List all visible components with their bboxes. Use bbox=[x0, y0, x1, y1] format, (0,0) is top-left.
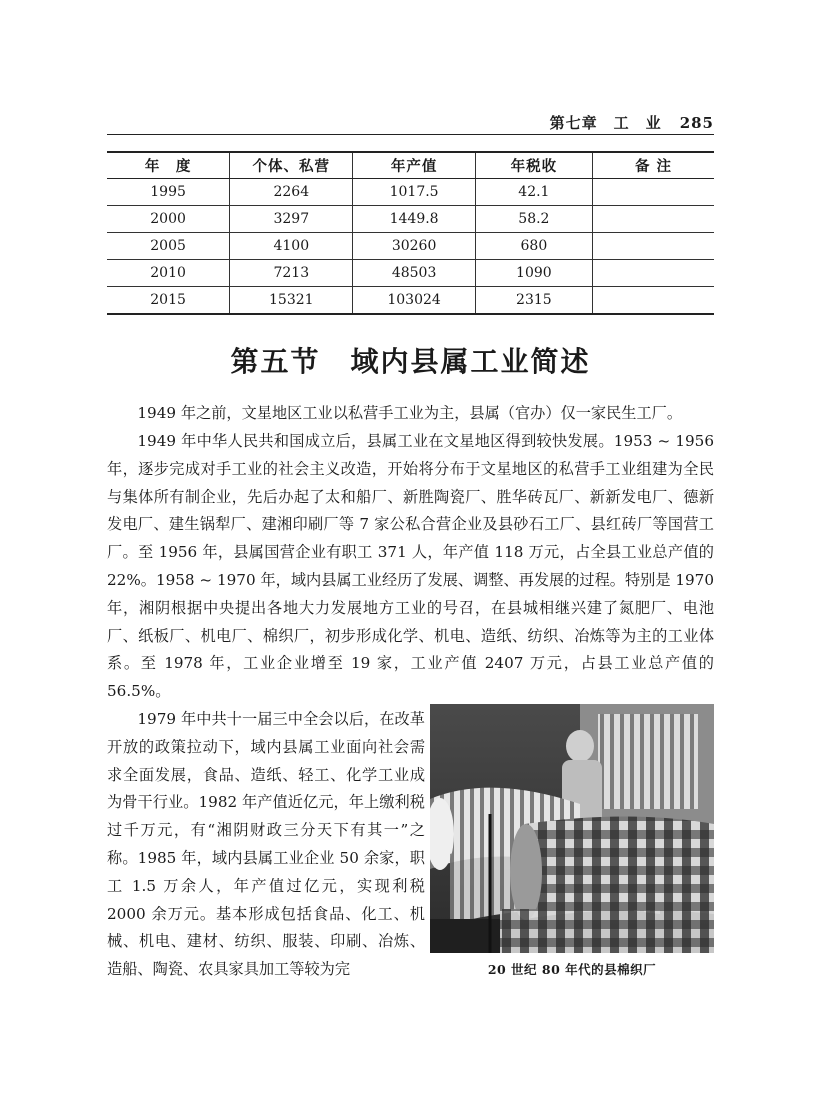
photo-illustration bbox=[430, 704, 714, 953]
table-cell bbox=[592, 233, 714, 260]
table-cell bbox=[592, 260, 714, 287]
table-cell: 48503 bbox=[353, 260, 475, 287]
table-cell bbox=[592, 179, 714, 206]
section-title: 域内县属工业简述 bbox=[350, 345, 591, 378]
table-cell bbox=[592, 287, 714, 315]
table-cell: 7213 bbox=[230, 260, 353, 287]
body-paragraph: 1979 年中共十一届三中全会以后，在改革开放的政策拉动下，域内县属工业面向社会需求全面发展，食品、造纸、轻工、化学工业成为骨干行业。1982 年产值近亿元，年上缴利税过千万元，有“湘阴财政三分天下有其一”之称。1985 年，域内县属工业企业 50 余家，职工 1.5 万余人，年产值过亿元，实现利税 2000 余万元。基本形成包括食品、化工、机械、机电、建材、纺织、服装、印刷、冶炼、造船、陶瓷、农具家具加工等较为完 bbox=[107, 710, 425, 979]
column-header-tax: 年税收 bbox=[475, 152, 592, 179]
table-row bbox=[107, 287, 714, 315]
table-cell: 58.2 bbox=[475, 206, 592, 233]
table-cell: 4100 bbox=[230, 233, 353, 260]
table-cell: 2010 bbox=[107, 260, 230, 287]
table-cell: 1017.5 bbox=[353, 179, 475, 206]
table-row bbox=[107, 179, 714, 206]
photo-caption: 20 世纪 80 年代的县棉织厂 bbox=[487, 962, 657, 977]
table-row bbox=[107, 206, 714, 233]
column-header-output: 年产值 bbox=[353, 152, 475, 179]
column-header-notes: 备 注 bbox=[592, 152, 714, 179]
table-cell: 1995 bbox=[107, 179, 230, 206]
table-cell: 1090 bbox=[475, 260, 592, 287]
textile-factory-photo bbox=[430, 704, 714, 953]
table-cell: 2315 bbox=[475, 287, 592, 315]
section-heading bbox=[107, 340, 714, 380]
table-cell: 30260 bbox=[353, 233, 475, 260]
column-header-year: 年 度 bbox=[107, 152, 230, 179]
body-paragraph: 1949 年中华人民共和国成立后，县属工业在文星地区得到较快发展。1953 ~ 1956 年，逐步完成对手工业的社会主义改造，开始将分布于文星地区的私营手工业组建为全民与集体所有制企业，先后办起了太和船厂、新胜陶瓷厂、胜华砖瓦厂、新新发电厂、德新发电厂、建生锅犁厂、建湘印刷厂等 7 家公私合营企业及县砂石工厂、县红砖厂等国营工厂。至 1956 年，县属国营企业有职工 371 人，年产值 118 万元，占全县工业总产值的 22%。1958 ~ 1970 年，域内县属工业经历了发展、调整、再发展的过程。特别是 1970 年，湘阴根据中央提出各地大力发展地方工业的号召，在县城相继兴建了氮肥厂、电池厂、纸板厂、机电厂、棉织厂，初步形成化学、机电、造纸、纺织、冶炼等为主的工业体系。至 1978 年，工业企业增至 19 家，工业产值 2407 万元，占县工业总产值的 56.5%。 bbox=[107, 432, 714, 701]
table-cell: 103024 bbox=[353, 287, 475, 315]
table-cell: 680 bbox=[475, 233, 592, 260]
column-header-private: 个体、私营 bbox=[230, 152, 353, 179]
table-cell: 1449.8 bbox=[353, 206, 475, 233]
table-row bbox=[107, 260, 714, 287]
statistics-table bbox=[107, 151, 714, 315]
table-cell: 2015 bbox=[107, 287, 230, 315]
running-header bbox=[107, 112, 714, 135]
table-cell: 2000 bbox=[107, 206, 230, 233]
section-number: 第五节 bbox=[230, 345, 321, 378]
chapter-title: 第七章 工 业 bbox=[549, 114, 662, 132]
table-cell bbox=[592, 206, 714, 233]
table-row bbox=[107, 233, 714, 260]
table-cell: 2005 bbox=[107, 233, 230, 260]
table-cell: 42.1 bbox=[475, 179, 592, 206]
page-number: 285 bbox=[679, 114, 714, 132]
table-header-row bbox=[107, 152, 714, 179]
body-paragraph: 1949 年之前，文星地区工业以私营手工业为主，县属（官办）仅一家民生工厂。 bbox=[137, 404, 683, 422]
table-cell: 3297 bbox=[230, 206, 353, 233]
table-cell: 15321 bbox=[230, 287, 353, 315]
table-cell: 2264 bbox=[230, 179, 353, 206]
